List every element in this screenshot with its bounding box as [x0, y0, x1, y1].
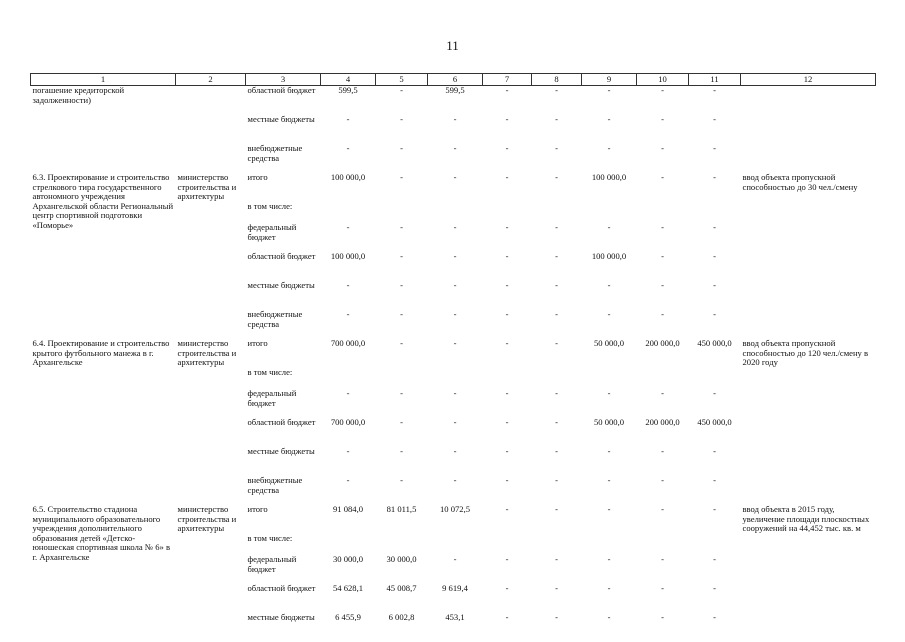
amount-cell: -: [505, 388, 509, 398]
amount-cell: 100 000,0: [330, 251, 366, 261]
funding-source: местные бюджеты: [247, 612, 315, 622]
amount-cell: [689, 368, 741, 389]
amount-cell: 200 000,0: [645, 338, 680, 348]
amount-cell: -: [555, 446, 558, 456]
amount-cell: 200 000,0: [645, 417, 680, 427]
amount-cell: -: [346, 222, 350, 232]
amount-cell: -: [661, 309, 664, 319]
amount-cell: -: [555, 338, 558, 348]
amount-cell: -: [453, 309, 457, 319]
amount-cell: [689, 202, 741, 223]
amount-cell: -: [607, 280, 611, 290]
amount-cell: [428, 202, 483, 223]
amount-cell: -: [555, 280, 558, 290]
funding-source: внебюджетные средства: [247, 143, 303, 163]
funding-source: в том числе:: [247, 367, 293, 377]
amount-cell: [637, 202, 689, 223]
funding-source: местные бюджеты: [247, 446, 315, 456]
amount-cell: -: [453, 446, 457, 456]
column-header: 7: [483, 74, 532, 86]
amount-cell: -: [453, 143, 457, 153]
table-row: [31, 505, 876, 534]
column-header: 8: [532, 74, 582, 86]
amount-cell: -: [505, 475, 509, 485]
amount-cell: -: [607, 85, 611, 95]
funding-source: областной бюджет: [247, 251, 316, 261]
amount-cell: [637, 534, 689, 555]
amount-cell: 45 008,7: [386, 583, 417, 593]
funding-source: федеральный бюджет: [247, 554, 297, 574]
amount-cell: -: [505, 612, 509, 622]
amount-cell: -: [346, 388, 350, 398]
amount-cell: -: [661, 583, 664, 593]
amount-cell: -: [400, 417, 403, 427]
amount-cell: [532, 368, 582, 389]
amount-cell: [483, 368, 532, 389]
event-name: 6.5. Строительство стадиона муниципального образовательного учреждения дополнительного образования детей «Детско-юношеская спортивная школа № 6» в г. Архангельске: [32, 504, 170, 562]
expected-result: ввод объекта пропускной способностью до 30 чел./смену: [742, 172, 858, 192]
funding-source: местные бюджеты: [247, 114, 315, 124]
amount-cell: [376, 534, 428, 555]
amount-cell: -: [607, 475, 611, 485]
amount-cell: -: [713, 504, 716, 514]
amount-cell: -: [400, 114, 403, 124]
amount-cell: 50 000,0: [593, 338, 625, 348]
amount-cell: -: [555, 114, 558, 124]
amount-cell: -: [400, 446, 403, 456]
amount-cell: -: [400, 172, 403, 182]
amount-cell: 54 628,1: [332, 583, 364, 593]
amount-cell: -: [555, 388, 558, 398]
column-header: 6: [428, 74, 483, 86]
column-header: 3: [246, 74, 321, 86]
amount-cell: [582, 534, 637, 555]
amount-cell: -: [555, 309, 558, 319]
event-name: 6.4. Проектирование и строительство крытого футбольного манежа в г. Архангельске: [32, 338, 170, 368]
amount-cell: -: [453, 172, 457, 182]
executor: министерство строительства и архитектуры: [177, 338, 237, 368]
amount-cell: [321, 202, 376, 223]
column-header: 10: [637, 74, 689, 86]
amount-cell: -: [607, 143, 611, 153]
amount-cell: -: [661, 172, 664, 182]
amount-cell: [483, 534, 532, 555]
amount-cell: -: [505, 251, 509, 261]
amount-cell: [637, 368, 689, 389]
amount-cell: -: [505, 338, 509, 348]
amount-cell: -: [505, 554, 509, 564]
amount-cell: -: [453, 251, 457, 261]
column-header: 5: [376, 74, 428, 86]
amount-cell: -: [713, 143, 716, 153]
amount-cell: -: [346, 280, 350, 290]
amount-cell: [376, 368, 428, 389]
event-name: 6.3. Проектирование и строительство стрелкового тира государственного автономного учреждения Архангельской области Региональный центр спортивной подготовки «Поморье»: [32, 172, 174, 230]
amount-cell: 6 002,8: [388, 612, 415, 622]
amount-cell: -: [607, 504, 611, 514]
amount-cell: -: [555, 612, 558, 622]
event-name: погашение кредиторской задолженности): [32, 85, 125, 105]
amount-cell: -: [607, 222, 611, 232]
amount-cell: -: [505, 172, 509, 182]
amount-cell: -: [661, 554, 664, 564]
funding-source: итого: [247, 338, 268, 348]
page-number: 11: [446, 38, 459, 53]
amount-cell: -: [346, 143, 350, 153]
amount-cell: [321, 368, 376, 389]
amount-cell: 453,1: [445, 612, 465, 622]
amount-cell: 30 000,0: [386, 554, 417, 564]
amount-cell: -: [555, 222, 558, 232]
amount-cell: -: [453, 114, 457, 124]
amount-cell: -: [400, 251, 403, 261]
amount-cell: -: [713, 114, 716, 124]
amount-cell: 599,5: [445, 85, 465, 95]
amount-cell: [428, 368, 483, 389]
amount-cell: -: [346, 114, 350, 124]
amount-cell: -: [713, 222, 716, 232]
amount-cell: -: [505, 143, 509, 153]
executor: министерство строительства и архитектуры: [177, 504, 237, 534]
amount-cell: -: [400, 222, 403, 232]
amount-cell: -: [505, 114, 509, 124]
amount-cell: -: [400, 309, 403, 319]
amount-cell: -: [505, 417, 509, 427]
amount-cell: -: [661, 612, 664, 622]
amount-cell: -: [607, 554, 611, 564]
amount-cell: -: [400, 280, 403, 290]
funding-source: в том числе:: [247, 201, 293, 211]
executor: министерство строительства и архитектуры: [177, 172, 237, 202]
funding-source: итого: [247, 172, 268, 182]
amount-cell: [428, 534, 483, 555]
amount-cell: -: [555, 554, 558, 564]
column-header: 2: [176, 74, 246, 86]
amount-cell: -: [555, 504, 558, 514]
amount-cell: 91 084,0: [332, 504, 364, 514]
amount-cell: 9 619,4: [442, 583, 468, 593]
amount-cell: 30 000,0: [332, 554, 364, 564]
amount-cell: -: [505, 309, 509, 319]
expected-result: ввод объекта пропускной способностью до 120 чел./смену в 2020 году: [742, 338, 869, 368]
amount-cell: -: [555, 417, 558, 427]
table-row: [31, 86, 876, 116]
amount-cell: -: [555, 143, 558, 153]
amount-cell: -: [346, 446, 350, 456]
amount-cell: -: [713, 280, 716, 290]
amount-cell: -: [661, 114, 664, 124]
amount-cell: 50 000,0: [593, 417, 625, 427]
executor: [176, 86, 246, 174]
amount-cell: -: [505, 446, 509, 456]
amount-cell: -: [661, 446, 664, 456]
amount-cell: -: [505, 280, 509, 290]
amount-cell: -: [555, 583, 558, 593]
amount-cell: [532, 202, 582, 223]
amount-cell: -: [505, 85, 509, 95]
funding-source: внебюджетные средства: [247, 309, 303, 329]
amount-cell: -: [713, 583, 716, 593]
amount-cell: -: [607, 388, 611, 398]
program-table: [30, 73, 876, 642]
amount-cell: -: [661, 85, 664, 95]
column-header: 9: [582, 74, 637, 86]
funding-source: федеральный бюджет: [247, 388, 297, 408]
amount-cell: -: [400, 338, 403, 348]
amount-cell: [582, 202, 637, 223]
amount-cell: -: [713, 612, 716, 622]
amount-cell: -: [661, 143, 664, 153]
amount-cell: -: [713, 309, 716, 319]
amount-cell: 450 000,0: [697, 417, 732, 427]
amount-cell: -: [400, 143, 403, 153]
amount-cell: 6 455,9: [335, 612, 361, 622]
amount-cell: -: [400, 475, 403, 485]
amount-cell: -: [607, 583, 611, 593]
amount-cell: -: [346, 475, 350, 485]
amount-cell: -: [555, 85, 558, 95]
amount-cell: [532, 534, 582, 555]
amount-cell: -: [713, 251, 716, 261]
amount-cell: -: [453, 417, 457, 427]
amount-cell: -: [400, 388, 403, 398]
amount-cell: -: [607, 114, 611, 124]
expected-result: [741, 86, 876, 174]
expected-result: ввод объекта в 2015 году, увеличение площади плоскостных сооружений на 44,452 тыс. кв. м: [742, 504, 870, 534]
amount-cell: -: [453, 222, 457, 232]
amount-cell: -: [713, 446, 716, 456]
amount-cell: -: [400, 85, 403, 95]
table-row: [31, 339, 876, 368]
amount-cell: [483, 202, 532, 223]
amount-cell: -: [661, 475, 664, 485]
funding-source: в том числе:: [247, 533, 293, 543]
amount-cell: -: [346, 309, 350, 319]
column-header: 12: [741, 74, 876, 86]
amount-cell: 100 000,0: [591, 172, 627, 182]
funding-source: областной бюджет: [247, 583, 316, 593]
amount-cell: -: [661, 251, 664, 261]
amount-cell: -: [607, 612, 611, 622]
funding-source: внебюджетные средства: [247, 475, 303, 495]
amount-cell: 10 072,5: [439, 504, 471, 514]
amount-cell: 700 000,0: [330, 417, 366, 427]
amount-cell: -: [453, 280, 457, 290]
amount-cell: 100 000,0: [591, 251, 627, 261]
amount-cell: 700 000,0: [330, 338, 366, 348]
amount-cell: -: [505, 583, 509, 593]
amount-cell: -: [661, 222, 664, 232]
amount-cell: [321, 534, 376, 555]
funding-source: федеральный бюджет: [247, 222, 297, 242]
amount-cell: -: [661, 280, 664, 290]
column-header: 1: [31, 74, 176, 86]
funding-source: областной бюджет: [247, 85, 316, 95]
amount-cell: -: [453, 338, 457, 348]
column-header: 4: [321, 74, 376, 86]
amount-cell: [689, 534, 741, 555]
amount-cell: -: [713, 388, 716, 398]
amount-cell: -: [555, 172, 558, 182]
amount-cell: 450 000,0: [697, 338, 732, 348]
amount-cell: -: [607, 446, 611, 456]
funding-source: местные бюджеты: [247, 280, 315, 290]
funding-source: итого: [247, 504, 268, 514]
amount-cell: -: [713, 85, 716, 95]
column-header: 11: [689, 74, 741, 86]
amount-cell: -: [661, 504, 664, 514]
amount-cell: -: [713, 475, 716, 485]
amount-cell: -: [453, 475, 457, 485]
funding-source: областной бюджет: [247, 417, 316, 427]
table-row: [31, 173, 876, 202]
amount-cell: -: [661, 388, 664, 398]
amount-cell: -: [607, 309, 611, 319]
amount-cell: -: [713, 554, 716, 564]
amount-cell: -: [453, 388, 457, 398]
amount-cell: -: [505, 504, 509, 514]
amount-cell: -: [555, 251, 558, 261]
amount-cell: -: [555, 475, 558, 485]
amount-cell: -: [505, 222, 509, 232]
amount-cell: [376, 202, 428, 223]
header-row: [31, 74, 876, 86]
amount-cell: -: [713, 172, 716, 182]
amount-cell: 599,5: [338, 85, 358, 95]
amount-cell: [582, 368, 637, 389]
amount-cell: -: [453, 554, 457, 564]
amount-cell: 81 011,5: [386, 504, 417, 514]
amount-cell: 100 000,0: [330, 172, 366, 182]
